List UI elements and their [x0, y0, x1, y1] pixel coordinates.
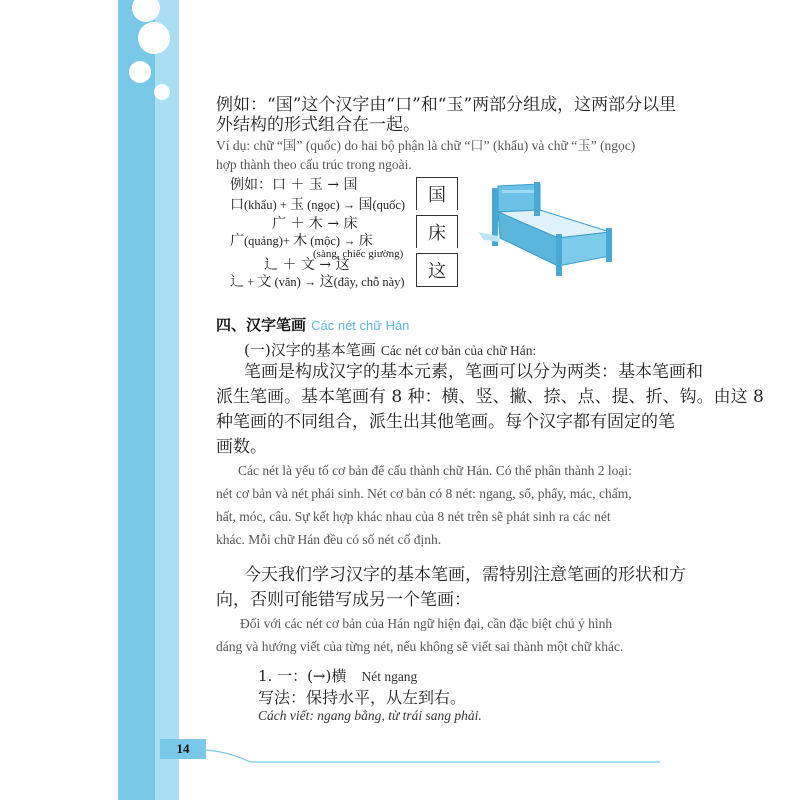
para-vi-line-3: hất, móc, câu. Sự kết hợp khác nhau của 8 nét trên sẽ phát sinh ra các nét	[216, 509, 611, 524]
example-row3-zh: 辶 ＋ 文 → 这	[264, 257, 350, 273]
section-heading-zh: 四、汉字笔画	[216, 316, 307, 334]
para2-zh-line-1: 今天我们学习汉字的基本笔画，需特别注意笔画的形状和方	[244, 565, 686, 585]
para-vi-line-2: nét cơ bản và nét phái sinh. Nét cơ bản có 8 nét: ngang, sổ, phẩy, mác, chấm,	[216, 486, 632, 501]
para-vi-line-4: khác. Mỗi chữ Hán đều có số nét cố định.	[216, 532, 442, 547]
stroke-item-1-method-zh: 写法：保持水平，从左到右。	[258, 688, 467, 707]
stroke-item-1-title-vi: Nét ngang	[361, 669, 418, 684]
stroke-item-1-title-zh: 1. 一：(→)横	[258, 667, 347, 685]
example-row1-zh: 例如：口 ＋ 玉 → 国	[230, 177, 358, 193]
example-row3-vi: 辶 + 文 (văn) → 这(đây, chỗ này)	[230, 274, 405, 290]
example-row2-zh: 广 ＋ 木 → 床	[272, 216, 358, 232]
intro-zh-line-1: 例如：“国”这个汉字由“口”和“玉”两部分组成，这两部分以里	[216, 95, 677, 115]
intro-zh-line-2: 外结构的形式组合在一起。	[216, 115, 420, 135]
para-vi-line-1: Các nét là yếu tố cơ bản để cấu thành chữ Hán. Có thể phân thành 2 loại:	[238, 463, 632, 478]
char-box-chuang: 床	[416, 215, 458, 248]
intro-vi-line-1: Ví dụ: chữ “国” (quốc) do hai bộ phận là chữ “口” (khẩu) và chữ “玉” (ngọc)	[216, 138, 636, 153]
stroke-item-1-method-vi: Cách viết: ngang bằng, từ trái sang phải.	[258, 708, 482, 723]
example-row2-note: (sàng, chiếc giường)	[313, 248, 404, 260]
char-box-zhe: 这	[416, 253, 458, 287]
para-zh-line-3: 种笔画的不同组合，派生出其他笔画。每个汉字都有固定的笔	[216, 412, 675, 432]
para2-vi-line-1: Đối với các nét cơ bản của Hán ngữ hiện đại, cần đặc biệt chú ý hình	[240, 616, 613, 631]
subsection-heading-zh: (一)汉字的基本笔画	[244, 341, 376, 359]
char-box-guo: 国	[416, 177, 458, 210]
section-heading	[216, 314, 409, 335]
intro-vi-line-2: hợp thành theo cấu trúc trong ngoài.	[216, 157, 412, 172]
bed-illustration	[478, 176, 628, 286]
para2-vi-line-2: dáng và hướng viết của từng nét, nếu không sẽ viết sai thành một chữ khác.	[216, 639, 624, 654]
decorative-side-band	[118, 0, 160, 800]
page-number: 14	[160, 739, 206, 759]
para-zh-line-1: 笔画是构成汉字的基本元素，笔画可以分为两类：基本笔画和	[244, 362, 703, 382]
example-row1-vi: 口(khẩu) + 玉 (ngọc) → 国(quốc)	[230, 197, 406, 213]
decorative-bubbles	[118, 0, 182, 110]
subsection-heading-vi: Các nét cơ bản của chữ Hán:	[380, 343, 537, 358]
section-heading-vi: Các nét chữ Hán	[311, 318, 410, 333]
page-footer-swoosh	[160, 740, 680, 770]
decorative-side-band-edge	[155, 0, 179, 800]
para-zh-line-4: 画数。	[216, 437, 267, 457]
para-zh-line-2: 派生笔画。基本笔画有 8 种：横、竖、撇、捺、点、提、折、钩。由这 8	[216, 387, 764, 407]
para2-zh-line-2: 向，否则可能错写成另一个笔画：	[216, 590, 471, 610]
example-row2-vi: 广(quảng)+ 木 (mộc) → 床	[230, 233, 373, 249]
